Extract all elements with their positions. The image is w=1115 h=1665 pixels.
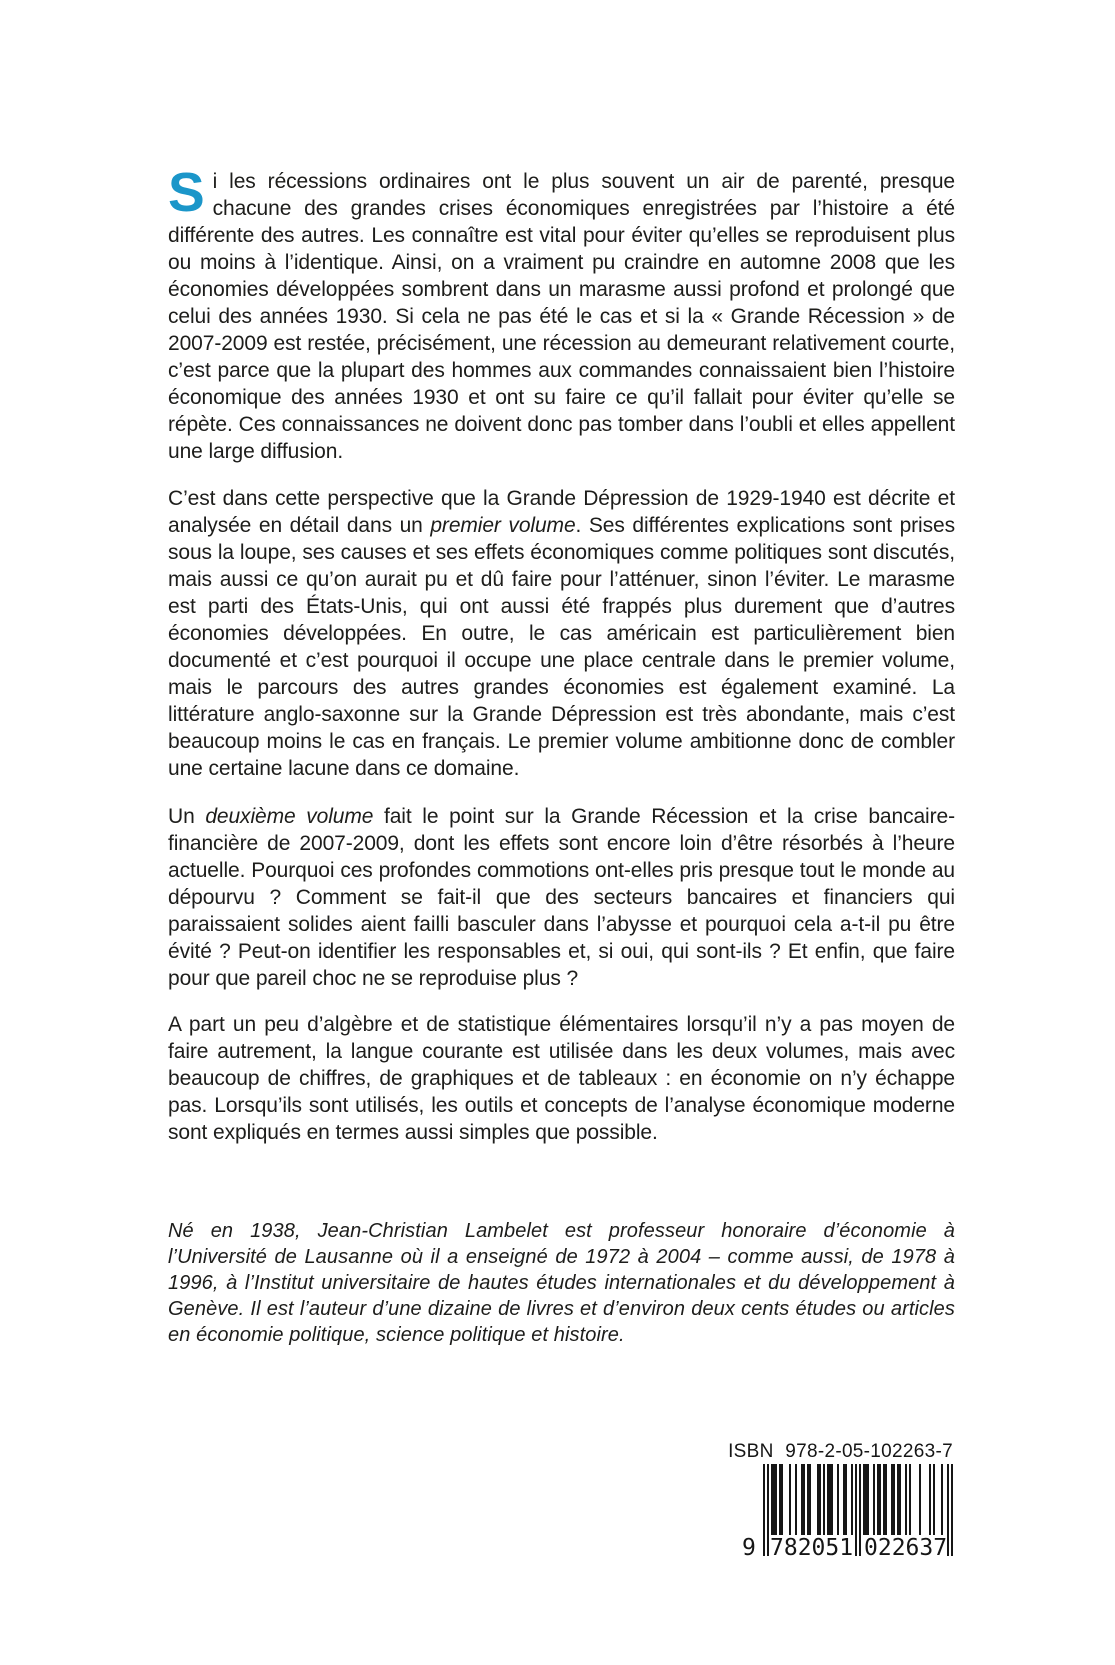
- barcode-digits-left: 782051: [770, 1535, 854, 1561]
- emphasized-text: premier volume: [430, 514, 576, 537]
- isbn-block: [700, 1441, 955, 1566]
- body-text: A part un peu d’algèbre et de statistique élémentaires lorsqu’il n’y a pas moyen de faire autrement, la langue courante est utilisée dans les deux volumes, mais avec beaucoup de chiffres, de graphiques et de tableaux : en économie on n’y échappe pas. Lorsqu’ils sont utilisés, les outils et concepts de l’analyse économique moderne sont expliqués en termes aussi simples que possible.: [168, 1013, 955, 1144]
- synopsis-paragraph-3: [168, 803, 955, 992]
- emphasized-text: deuxième volume: [205, 805, 374, 828]
- author-bio-text: Né en 1938, Jean-Christian Lambelet est professeur honoraire d’économie à l’Université de Lausanne où il a enseigné de 1972 à 2004 – comme aussi, de 1978 à 1996, à l’Institut universitaire de hautes études internationales et du développement à Genève. Il est l’auteur d’une dizaine de livres et d’environ deux cents études ou articles en économie politique, science politique et histoire.: [168, 1220, 955, 1346]
- body-text: Un: [168, 805, 206, 828]
- body-text: fait le point sur la Grande Récession et la crise bancaire-financière de 2007-2009, dont les effets sont encore loin d’être résorbés à l’heure actuelle. Pourquoi ces profondes commotions ont-elles pris presque tout le monde au dépourvu ? Comment se fait-il que des secteurs bancaires et financiers qui paraissaient solides aient failli basculer dans l’abysse et pourquoi cela a-t-il pu être évité ? Peut-on identifier les responsables et, si oui, qui sont-ils ? Et enfin, que faire pour que pareil choc ne se reproduise plus ?: [168, 805, 955, 990]
- synopsis-paragraph-1: [168, 161, 955, 465]
- isbn-label: ISBN 978-2-05-102263-7: [728, 1441, 953, 1462]
- body-text: C’est dans cette perspective que la Grande Dépression de 1929-1940 est décrite et analysée en détail dans un: [168, 487, 955, 537]
- barcode-digit-leading: 9: [742, 1535, 756, 1561]
- barcode-digits-right: 022637: [864, 1535, 948, 1561]
- body-text: . Ses différentes explications sont prises sous la loupe, ses causes et ses effets économiques comme politiques sont discutés, mais aussi ce qu’on aurait pu et dû faire pour l’atténuer, sinon l’éviter. Le marasme est parti des États-Unis, qui ont aussi été frappés plus durement que d’autres économies développées. En outre, le cas américain est particulièrement bien documenté et c’est pourquoi il occupe une place centrale dans le premier volume, mais le parcours des autres grandes économies est également examiné. La littérature anglo-saxonne sur la Grande Dépression est très abondante, mais c’est beaucoup moins le cas en français. Le premier volume ambitionne donc de combler une certaine lacune dans ce domaine.: [168, 514, 955, 780]
- dropcap-letter: S: [168, 161, 205, 223]
- synopsis-paragraph-2: [168, 485, 955, 782]
- synopsis-paragraph-4: [168, 1011, 955, 1146]
- author-bio: [168, 1218, 955, 1348]
- body-text: i les récessions ordinaires ont le plus souvent un air de parenté, presque chacune des grandes crises économiques enregistrées par l’histoire a été différente des autres. Les connaître est vital pour éviter qu’elles se reproduisent plus ou moins à l’identique. Ainsi, on a vraiment pu craindre en automne 2008 que les économies développées sombrent dans un marasme aussi profond et prolongé que celui des années 1930. Si cela ne pas été le cas et si la « Grande Récession » de 2007-2009 est restée, précisément, une récession au demeurant relativement courte, c’est parce que la plupart des hommes aux commandes connaissaient bien l’histoire économique des années 1930 et ont su faire ce qu’il fallait pour éviter qu’elle se répète. Ces connaissances ne doivent donc pas tomber dans l’oubli et elles appellent une large diffusion.: [168, 170, 955, 463]
